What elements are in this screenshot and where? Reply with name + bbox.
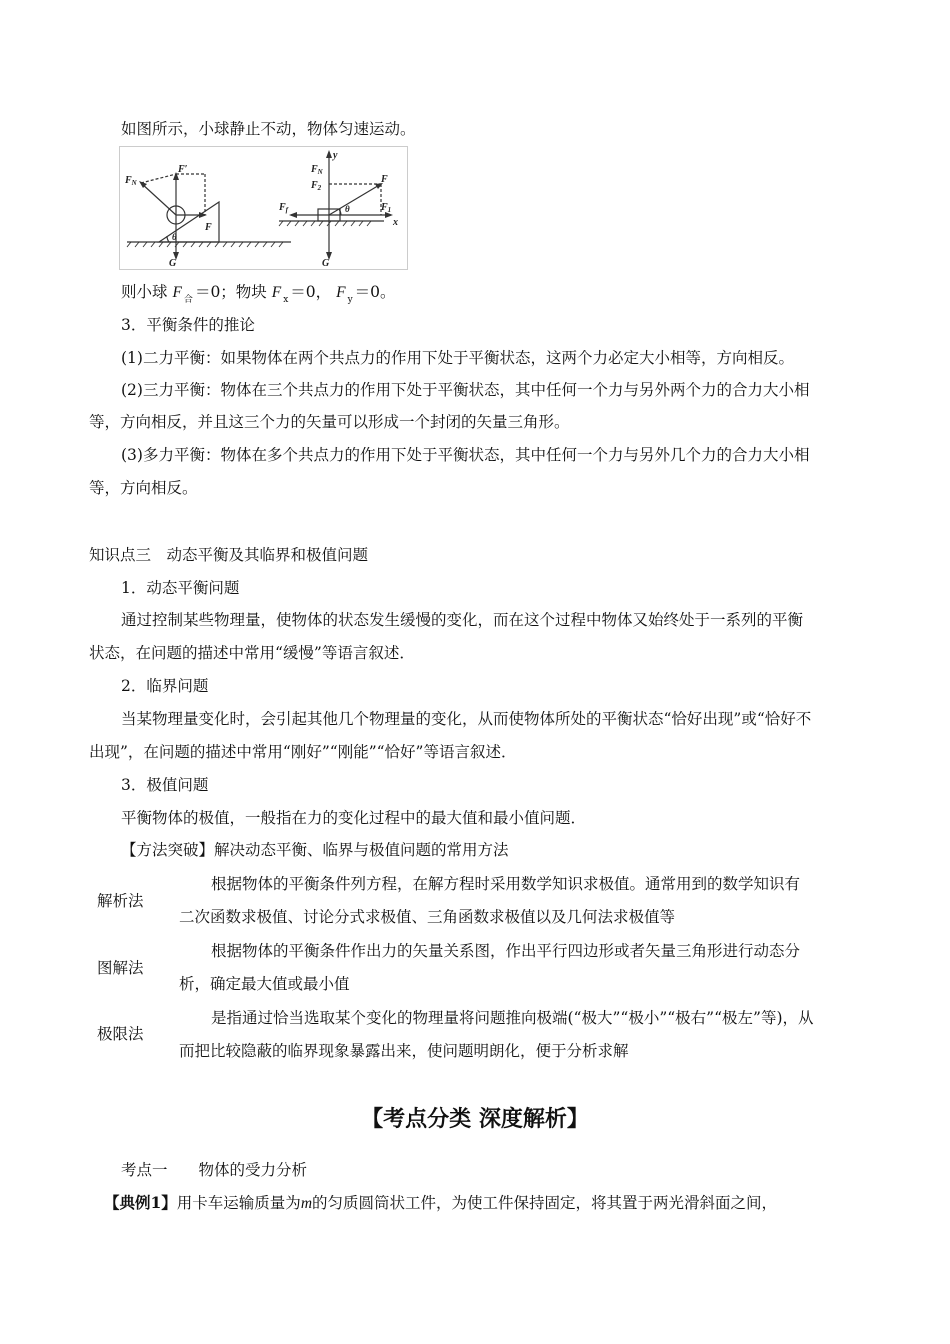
- label-fn-left: $F_N$: [125, 175, 137, 187]
- label-g-left: G: [169, 258, 177, 269]
- ball-on-incline-diagram: [127, 174, 291, 258]
- result-fx-sub: x: [283, 295, 289, 305]
- label-f-left: F: [205, 222, 212, 233]
- s3-three-force-a: (2)三力平衡：物体在三个共点力的作用下处于平衡状态，其中任何一个力与另外两个力的合力大小相: [121, 381, 810, 399]
- s3-multi-force-b: 等，方向相反。: [89, 479, 198, 497]
- section-3-title: 3．平衡条件的推论: [121, 316, 255, 334]
- result-eq3: ＝0。: [354, 283, 396, 301]
- intro-text: 如图所示，小球静止不动，物体匀速运动。: [121, 120, 416, 138]
- label-theta-left: θ: [172, 232, 177, 242]
- k2-text-a: 当某物理量变化时，会引起其他几个物理量的变化，从而使物体所处的平衡状态“恰好出现”或“恰好不: [121, 710, 812, 728]
- topic-1-title: 考点一 物体的受力分析: [121, 1161, 308, 1179]
- k3-title: 3．极值问题: [121, 776, 209, 794]
- label-f1: $F_1$: [381, 202, 392, 214]
- k2-text-b: 出现”，在问题的描述中常用“刚好”“刚能”“恰好”等语言叙述．: [89, 743, 517, 761]
- method-name-graphic: 图解法: [97, 959, 144, 977]
- result-f1: F: [172, 284, 182, 301]
- knowledge-point-3-title: 知识点三 动态平衡及其临界和极值问题: [89, 546, 369, 564]
- result-fy: F: [336, 284, 346, 301]
- example-1: [104, 1193, 777, 1214]
- block-on-surface-diagram: [279, 152, 391, 258]
- k1-text-a: 通过控制某些物理量，使物体的状态发生缓慢的变化，而在这个过程中物体又始终处于一系列的平衡: [121, 611, 804, 629]
- result-f1-sub: 合: [183, 295, 193, 305]
- label-x-axis: x: [393, 217, 398, 228]
- method-limit-b: 而把比较隐蔽的临界现象暴露出来，使问题明朗化，便于分析求解: [179, 1042, 629, 1060]
- k1-title: 1．动态平衡问题: [121, 579, 240, 597]
- result-prefix: 则小球: [121, 283, 168, 301]
- label-f2: $F_2$: [311, 180, 322, 192]
- label-fprime: F′: [178, 164, 188, 175]
- s3-three-force-b: 等，方向相反，并且这三个力的矢量可以形成一个封闭的矢量三角形。: [89, 413, 570, 431]
- s3-multi-force-a: (3)多力平衡：物体在多个共点力的作用下处于平衡状态，其中任何一个力与另外几个力的合力大小相: [121, 446, 810, 464]
- k2-title: 2．临界问题: [121, 677, 209, 695]
- method-graphic-b: 析，确定最大值或最小值: [179, 975, 350, 993]
- result-line: [121, 282, 396, 310]
- method-title: 【方法突破】解决动态平衡、临界与极值问题的常用方法: [121, 841, 509, 859]
- example-pre: 用卡车运输质量为: [176, 1194, 301, 1212]
- result-fx: F: [271, 284, 282, 301]
- force-diagram-figure: [119, 146, 408, 270]
- label-ff: $F_f$: [279, 202, 289, 214]
- example-m: m: [300, 1195, 313, 1212]
- label-theta-right: θ: [345, 204, 350, 214]
- label-f-right: F: [381, 174, 388, 185]
- label-g-right: G: [322, 258, 330, 269]
- method-limit-a: 是指通过恰当选取某个变化的物理量将问题推向极端(“极大”“极小”“极右”“极左”等)，从: [211, 1009, 814, 1027]
- method-graphic-a: 根据物体的平衡条件作出力的矢量关系图，作出平行四边形或者矢量三角形进行动态分: [211, 942, 801, 960]
- k1-text-b: 状态，在问题的描述中常用“缓慢”等语言叙述．: [89, 644, 415, 662]
- result-eq1: ＝0；物块: [194, 283, 267, 301]
- method-analytic-a: 根据物体的平衡条件列方程，在解方程时采用数学知识求极值。通常用到的数学知识有: [211, 875, 801, 893]
- method-name-analytic: 解析法: [97, 892, 144, 910]
- result-fy-sub: y: [347, 295, 353, 305]
- section-heading: 【考点分类 深度解析】: [361, 1106, 589, 1132]
- example-post: 的匀质圆筒状工件，为使工件保持固定，将其置于两光滑斜面之间，: [312, 1194, 778, 1212]
- s3-two-force: (1)二力平衡：如果物体在两个共点力的作用下处于平衡状态，这两个力必定大小相等，方向相反。: [121, 349, 794, 367]
- result-eq2: ＝0，: [290, 283, 332, 301]
- k3-text: 平衡物体的极值，一般指在力的变化过程中的最大值和最小值问题．: [121, 809, 587, 827]
- method-analytic-b: 二次函数求极值、讨论分式求极值、三角函数求极值以及几何法求极值等: [179, 908, 676, 926]
- label-y-axis: y: [333, 150, 338, 161]
- example-label: 【典例1】: [104, 1193, 177, 1212]
- label-fn-right: $F_N$: [311, 164, 323, 176]
- method-name-limit: 极限法: [97, 1025, 144, 1043]
